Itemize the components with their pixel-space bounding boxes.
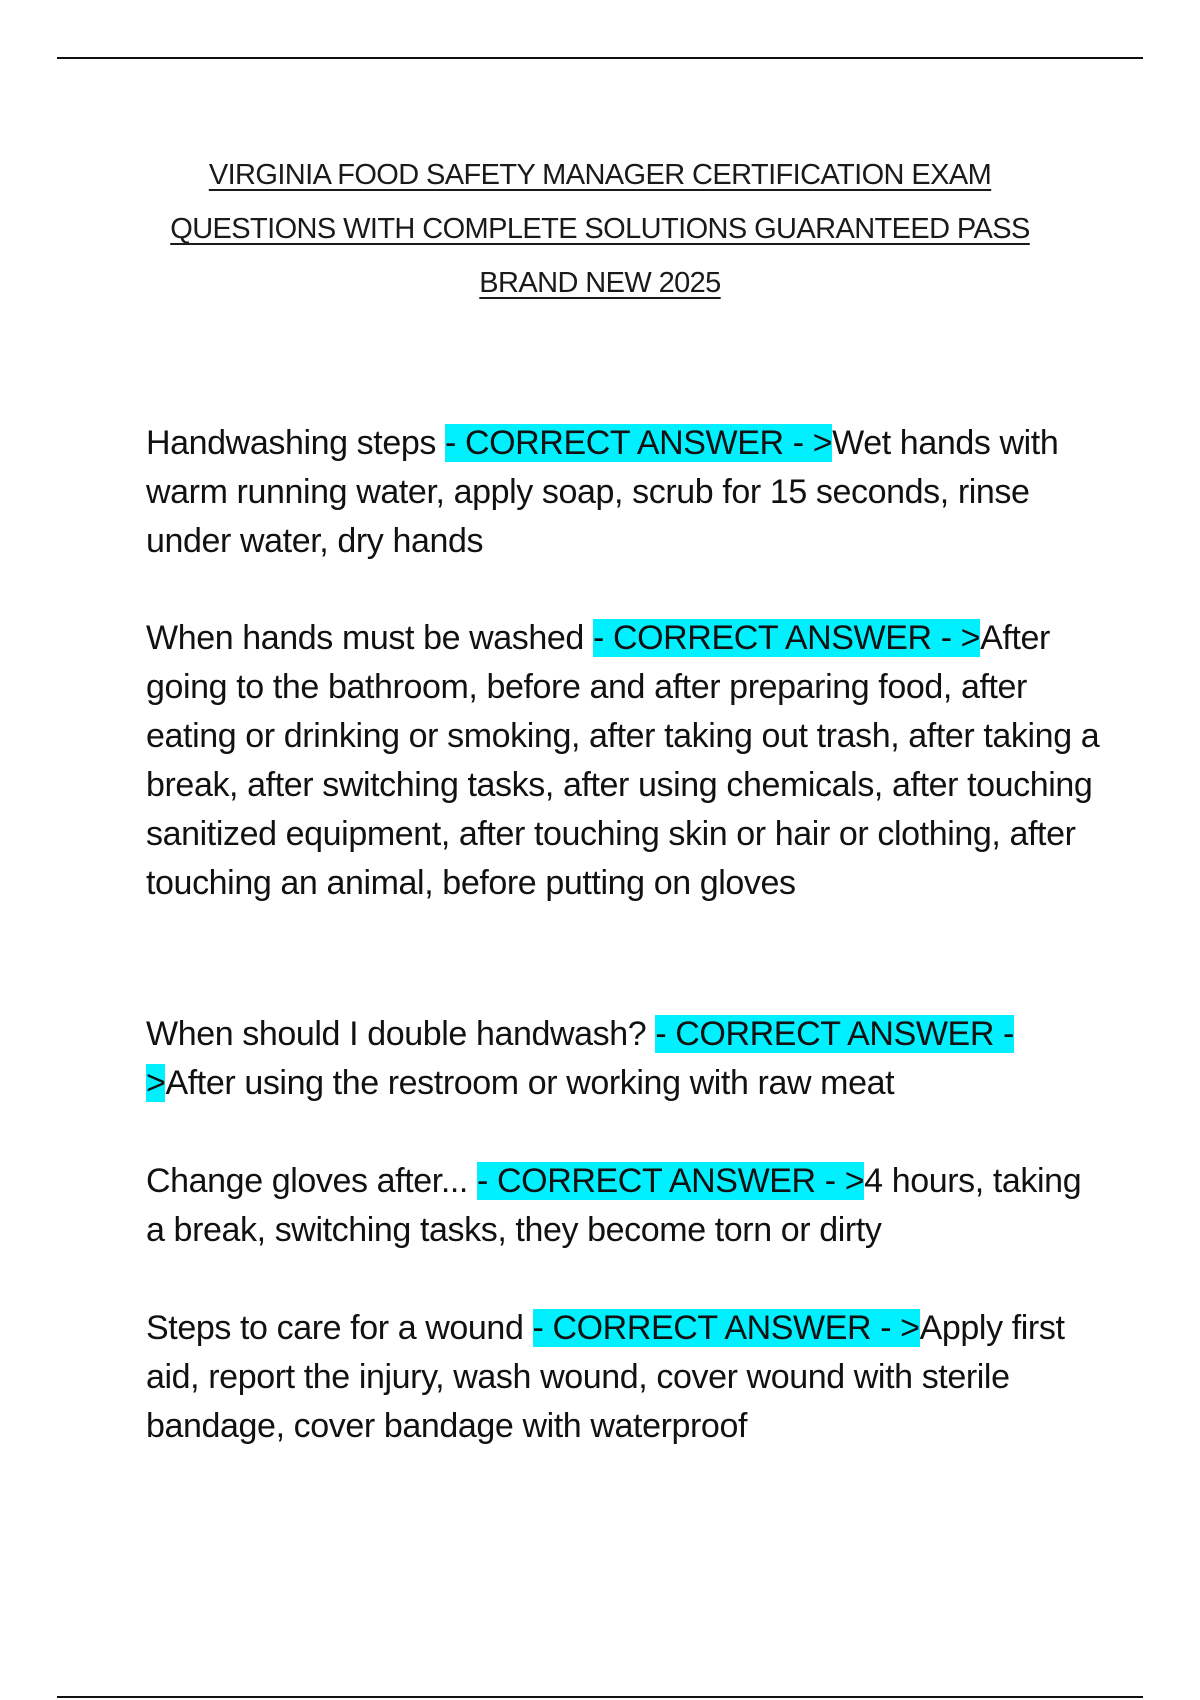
qa-item bbox=[146, 419, 1106, 566]
question-text: When should I double handwash? bbox=[146, 1015, 656, 1053]
answer-text: After going to the bathroom, before and after preparing food, after eating or drinking or smoking, after taking out trash, after taking a break, after switching tasks, after using chemicals, after touching sanitized equipment, after touching skin or hair or clothing, after touching an animal, before putting on gloves bbox=[146, 619, 1100, 902]
question-text: Handwashing steps bbox=[146, 424, 445, 462]
answer-text: 4 hours, taking a break, switching tasks, they become torn or dirty bbox=[146, 1162, 1082, 1249]
title-line-3: BRAND NEW 2025 bbox=[479, 267, 721, 299]
qa-item bbox=[146, 1304, 1106, 1451]
title-line-2: QUESTIONS WITH COMPLETE SOLUTIONS GUARANTEED PASS bbox=[170, 213, 1030, 245]
correct-answer-marker: - CORRECT ANSWER - > bbox=[444, 424, 833, 462]
correct-answer-marker: - CORRECT ANSWER - > bbox=[532, 1309, 920, 1347]
correct-answer-marker: - CORRECT ANSWER - > bbox=[477, 1162, 865, 1200]
qa-item bbox=[146, 614, 1106, 908]
qa-item bbox=[146, 1157, 1106, 1255]
question-text: When hands must be washed bbox=[146, 619, 593, 657]
question-text: Steps to care for a wound bbox=[146, 1309, 533, 1347]
correct-answer-marker: - CORRECT ANSWER - > bbox=[592, 619, 981, 657]
answer-text: After using the restroom or working with raw meat bbox=[165, 1064, 895, 1102]
answer-text: Apply first aid, report the injury, wash wound, cover wound with sterile bandage, cover bandage with waterproof bbox=[146, 1309, 1065, 1445]
top-rule bbox=[57, 57, 1143, 59]
title-line-1: VIRGINIA FOOD SAFETY MANAGER CERTIFICATION EXAM bbox=[208, 159, 992, 191]
document-title bbox=[100, 148, 1100, 310]
answer-text: Wet hands with warm running water, apply soap, scrub for 15 seconds, rinse under water, dry hands bbox=[146, 424, 1059, 560]
qa-item bbox=[146, 1010, 1106, 1108]
bottom-rule bbox=[57, 1696, 1143, 1698]
correct-answer-marker: - CORRECT ANSWER - > bbox=[146, 1015, 1014, 1102]
question-text: Change gloves after... bbox=[146, 1162, 478, 1200]
